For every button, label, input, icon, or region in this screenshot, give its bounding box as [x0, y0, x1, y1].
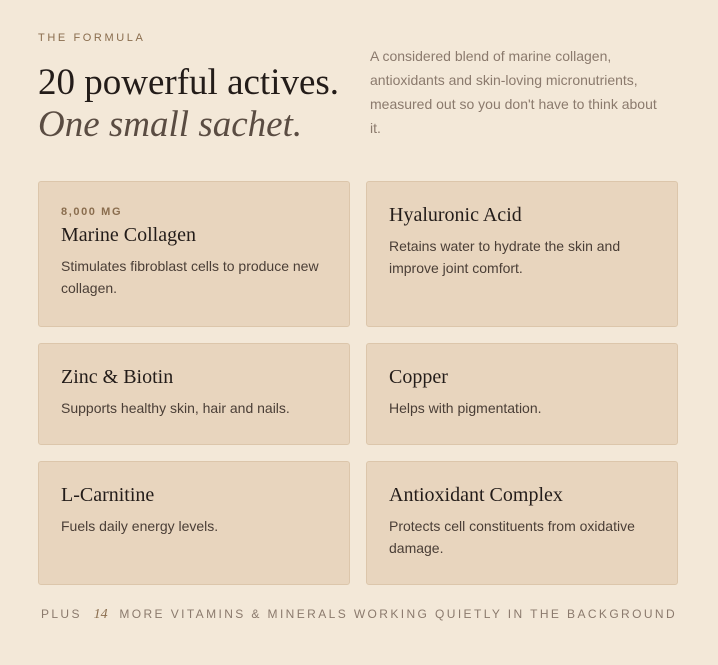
footer-note	[0, 607, 718, 623]
section-eyebrow: THE FORMULA	[38, 32, 146, 44]
ingredient-name: Copper	[389, 366, 448, 388]
ingredient-description: Supports healthy skin, hair and nails.	[61, 400, 290, 416]
ingredient-name: Antioxidant Complex	[389, 484, 563, 506]
headline-line-2: One small sachet.	[38, 104, 303, 145]
ingredient-card-hyaluronic-acid	[366, 181, 678, 327]
intro-paragraph: A considered blend of marine collagen, antioxidants and skin-loving micronutrients, measured out so you don't have to think about it.	[370, 48, 657, 136]
ingredient-card-zinc-biotin	[38, 343, 350, 445]
ingredient-description: Protects cell constituents from oxidative damage.	[389, 518, 635, 556]
footer-prefix: PLUS	[40, 607, 82, 621]
section-headline	[38, 62, 339, 146]
ingredient-card-l-carnitine	[38, 461, 350, 585]
ingredient-description: Stimulates fibroblast cells to produce new collagen.	[61, 258, 319, 296]
footer-count: 14	[93, 607, 108, 622]
ingredient-description: Fuels daily energy levels.	[61, 518, 219, 534]
ingredient-name: Marine Collagen	[61, 224, 196, 246]
ingredient-description: Retains water to hydrate the skin and improve joint comfort.	[389, 238, 621, 276]
dosage-tag: 8,000 MG	[61, 206, 123, 218]
ingredient-name: Zinc & Biotin	[61, 366, 174, 388]
ingredient-card-copper	[366, 343, 678, 445]
ingredient-description: Helps with pigmentation.	[389, 400, 542, 416]
footer-suffix: MORE VITAMINS & MINERALS WORKING QUIETLY IN THE BACKGROUND	[119, 607, 678, 621]
ingredient-name: Hyaluronic Acid	[389, 204, 522, 226]
ingredient-card-marine-collagen	[38, 181, 350, 327]
ingredient-card-antioxidant-complex	[366, 461, 678, 585]
headline-line-1: 20 powerful actives.	[38, 62, 340, 103]
ingredient-name: L-Carnitine	[61, 484, 155, 506]
